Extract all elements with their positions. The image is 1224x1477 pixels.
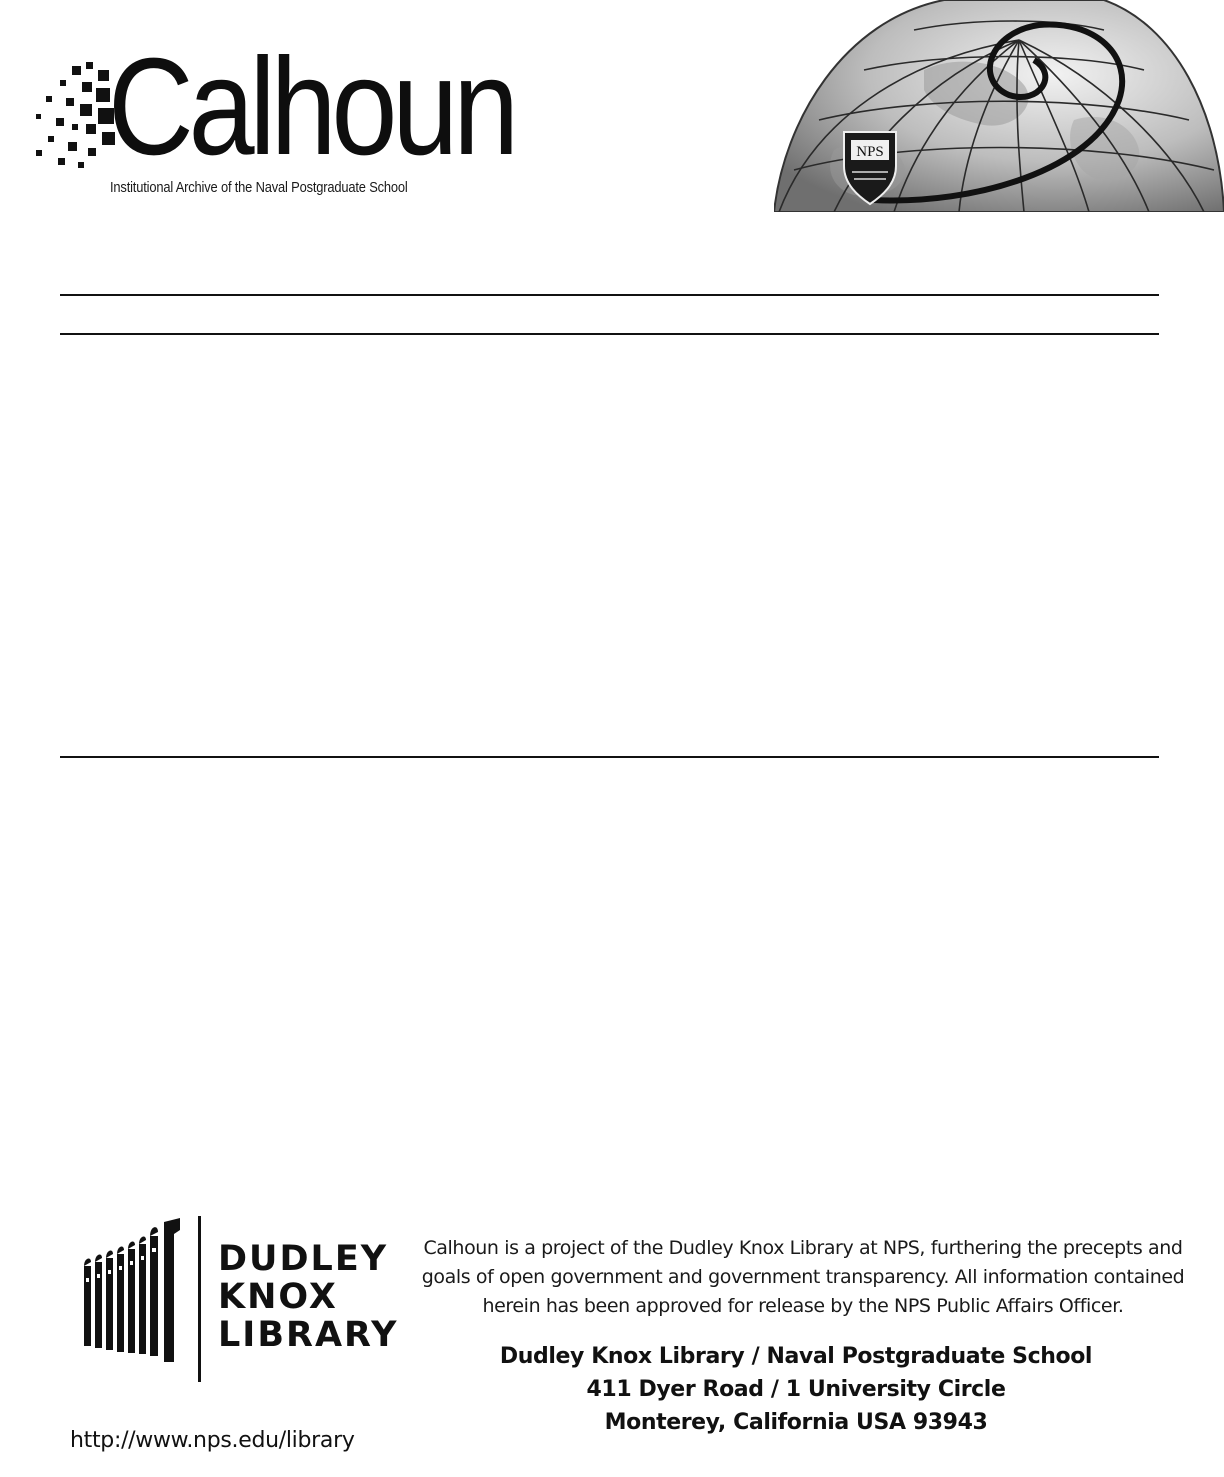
calhoun-logo — [34, 30, 514, 207]
library-name-line: DUDLEY — [218, 1239, 389, 1279]
address-line: Monterey, California USA 93943 — [604, 1410, 988, 1435]
library-address — [392, 1340, 1200, 1439]
library-url[interactable]: http://www.nps.edu/library — [70, 1428, 355, 1453]
footer-divider — [198, 1216, 201, 1382]
horizontal-rule-top — [60, 294, 1159, 296]
statement-line: goals of open government and government transparency. All information contained — [421, 1266, 1185, 1288]
address-line: Dudley Knox Library / Naval Postgraduate School — [499, 1344, 1093, 1369]
globe-emblem-icon — [774, 0, 1224, 212]
calhoun-statement — [392, 1234, 1214, 1321]
horizontal-rule-bottom — [60, 756, 1159, 758]
library-name — [218, 1240, 398, 1354]
calhoun-tagline: Institutional Archive of the Naval Postgraduate School — [110, 179, 408, 196]
library-name-line: LIBRARY — [218, 1315, 399, 1355]
statement-line: herein has been approved for release by the NPS Public Affairs Officer. — [482, 1295, 1124, 1317]
statement-line: Calhoun is a project of the Dudley Knox Library at NPS, furthering the precepts and — [423, 1237, 1183, 1259]
address-line: 411 Dyer Road / 1 University Circle — [586, 1377, 1006, 1402]
dudley-knox-library-logo-icon — [82, 1218, 187, 1363]
calhoun-wordmark: Calhoun — [108, 30, 514, 184]
nps-badge-text: NPS — [856, 144, 884, 160]
library-name-line: KNOX — [218, 1277, 338, 1317]
horizontal-rule-middle — [60, 333, 1159, 335]
